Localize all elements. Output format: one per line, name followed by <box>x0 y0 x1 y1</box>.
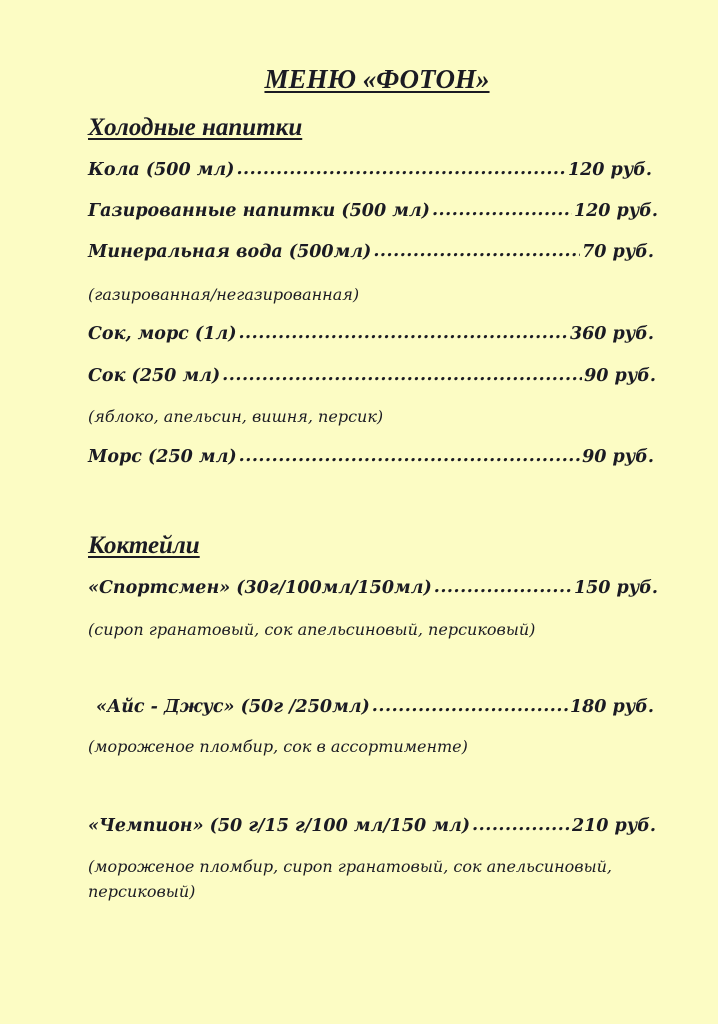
item-name: Сок (250 мл) <box>88 366 221 386</box>
dot-leader <box>434 577 572 597</box>
item-name: Морс (250 мл) <box>88 447 237 467</box>
item-name: «Чемпион» (50 г/15 г/100 мл/150 мл) <box>88 816 471 836</box>
dot-leader <box>239 446 580 466</box>
item-name: «Айс - Джус» (50г /250мл) <box>96 697 370 717</box>
menu-item <box>88 160 652 180</box>
item-price: 210 руб. <box>571 816 656 836</box>
item-description-line: персиковый) <box>88 882 196 901</box>
dot-leader <box>236 159 565 179</box>
item-price: 90 руб. <box>582 447 654 467</box>
item-name: Минеральная вода (500мл) <box>88 242 372 262</box>
item-description-line: (мороженое пломбир, сироп гранатовый, сок апельсиновый, <box>88 857 612 876</box>
item-name: Кола (500 мл) <box>88 160 235 180</box>
menu-item <box>96 697 654 717</box>
section-title-cocktails: Коктейли <box>88 532 200 559</box>
item-description: (газированная/негазированная) <box>88 285 360 304</box>
dot-leader <box>472 815 570 835</box>
menu-item <box>88 816 656 836</box>
dot-leader <box>432 200 572 220</box>
dot-leader <box>238 323 567 343</box>
item-name: «Спортсмен» (30г/100мл/150мл) <box>88 578 432 598</box>
item-price: 70 руб. <box>582 242 654 262</box>
menu-item <box>88 324 654 344</box>
item-price: 180 руб. <box>569 697 654 717</box>
item-price: 120 руб. <box>573 201 658 221</box>
menu-item <box>88 242 654 262</box>
item-description: (сироп гранатовый, сок апельсиновый, персиковый) <box>88 620 536 639</box>
dot-leader <box>222 365 582 385</box>
section-title-cold-drinks: Холодные напитки <box>88 114 303 141</box>
menu-item <box>88 366 656 386</box>
item-name: Газированные напитки (500 мл) <box>88 201 430 221</box>
item-price: 360 руб. <box>569 324 654 344</box>
menu-item <box>88 201 658 221</box>
item-price: 150 руб. <box>573 578 658 598</box>
dot-leader <box>373 241 580 261</box>
item-description: (мороженое пломбир, сок в ассортименте) <box>88 737 468 756</box>
menu-title: МЕНЮ «ФОТОН» <box>264 64 490 94</box>
item-price: 120 руб. <box>567 160 652 180</box>
dot-leader <box>372 696 568 716</box>
item-description: (яблоко, апельсин, вишня, персик) <box>88 407 384 426</box>
menu-item <box>88 578 658 598</box>
item-name: Сок, морс (1л) <box>88 324 237 344</box>
menu-item <box>88 447 654 467</box>
item-price: 90 руб. <box>584 366 656 386</box>
